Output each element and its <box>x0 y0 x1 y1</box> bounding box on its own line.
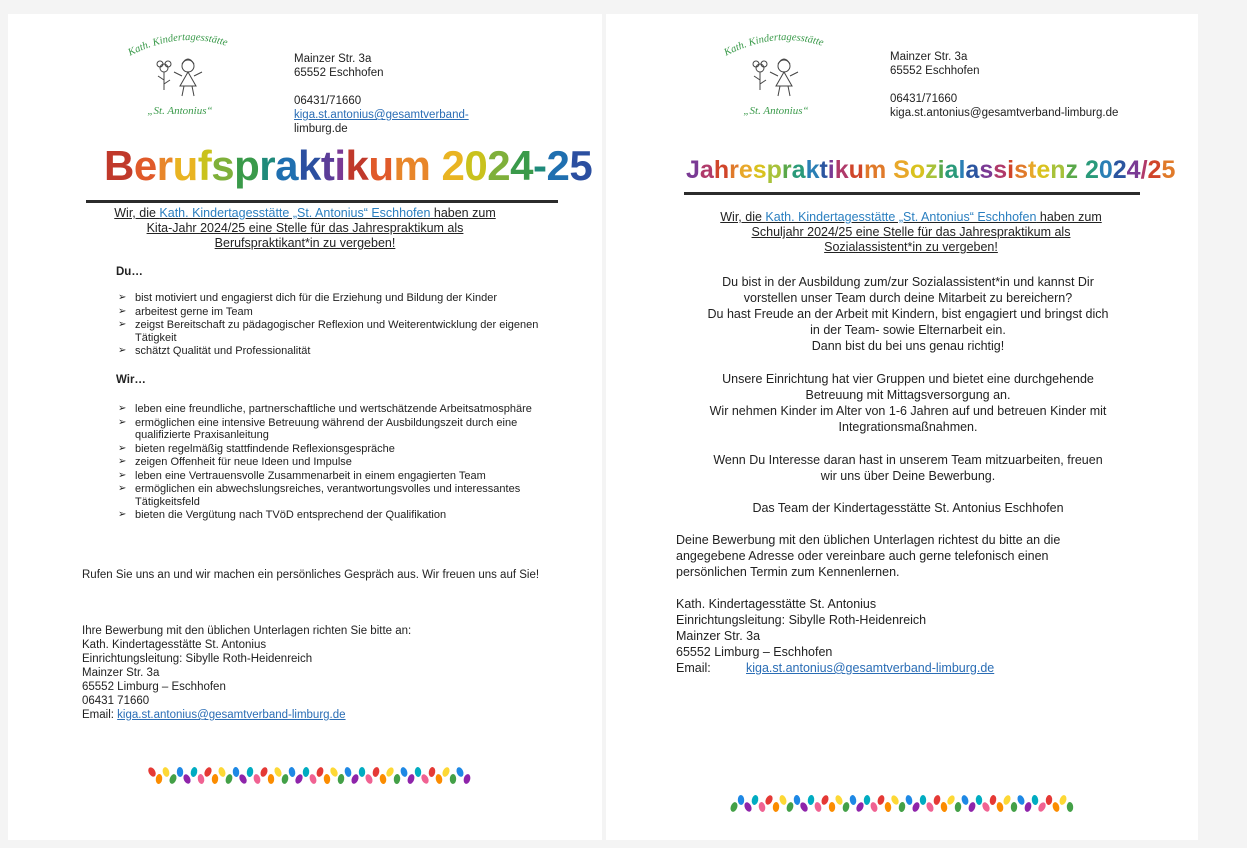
handprint-mark <box>212 774 219 784</box>
handprint-mark <box>308 773 317 785</box>
handprint-mark <box>344 766 353 777</box>
handprint-mark <box>399 766 408 777</box>
handprint-mark <box>259 766 269 778</box>
list-item: ➢ zeigen Offenheit für neue Ideen und Impulse <box>118 456 548 469</box>
handprint-mark <box>884 802 891 813</box>
kita-logo <box>120 24 260 124</box>
address-street: Mainzer Str. 3a <box>890 51 968 63</box>
kita-logo <box>716 24 856 124</box>
handprint-mark <box>793 795 800 806</box>
address-email: kiga.st.antonius@gesamtverband-limburg.de <box>890 107 1119 119</box>
handprint-mark <box>463 773 472 784</box>
handprint-mark <box>738 795 745 805</box>
handprint-mark <box>863 795 870 805</box>
page-title <box>686 156 1186 185</box>
handprint-mark <box>203 766 213 778</box>
handprint-mark <box>799 801 809 813</box>
handprint-mark <box>989 795 997 806</box>
handprint-mark <box>364 773 374 785</box>
address-city: 65552 Eschhofen <box>890 65 980 77</box>
handprint-mark <box>246 767 254 778</box>
handprint-mark <box>820 794 830 806</box>
handprint-mark <box>869 801 878 813</box>
handprint-mark <box>197 773 205 784</box>
handprint-mark <box>393 774 400 785</box>
title-text: Jahrespraktikum Sozialassistenz 2024/25 <box>686 156 1176 184</box>
handprints-graphic <box>148 766 478 794</box>
paragraph-application: Deine Bewerbung mit den üblichen Unterlagen richtest du bitte an die angegebene Adresse oder vereinbare auch gerne telefonisch einen persönlichen Termin zum Kennenlernen. <box>676 533 1061 579</box>
address-phone: 06431/71660 <box>890 93 958 105</box>
handprint-mark <box>455 766 465 778</box>
handprint-mark <box>1051 801 1060 812</box>
wir-list <box>118 403 548 523</box>
handprint-mark <box>778 794 787 806</box>
handprint-mark <box>855 801 865 813</box>
handprints-border <box>730 794 1076 822</box>
handprint-mark <box>996 801 1004 812</box>
handprint-mark <box>814 801 823 812</box>
team-signature: Das Team der Kindertagesstätte St. Antonius Eschhofen <box>752 501 1064 515</box>
handprint-mark <box>182 773 192 785</box>
handprint-mark <box>323 774 330 785</box>
handprint-mark <box>379 774 387 785</box>
handprint-mark <box>372 766 381 777</box>
flyer-berufspraktikum <box>8 14 602 840</box>
handprint-mark <box>420 773 430 785</box>
flower-icon <box>157 61 171 90</box>
wir-label: Wir… <box>116 374 146 386</box>
handprint-mark <box>967 801 976 813</box>
handprint-mark <box>288 767 296 778</box>
paragraph-about-us: Unsere Einrichtung hat vier Gruppen und bietet eine durchgehende Betreuung mit Mittagsversorgung an. Wir nehmen Kinder im Alter von 1-6 Jahren auf und betreuen Kinder mit Integrationsmaßnahmen. <box>709 372 1107 434</box>
header-address <box>294 52 469 136</box>
handprint-mark <box>1037 801 1047 813</box>
handprint-mark <box>911 801 921 813</box>
logo-name: „St. Antonius“ <box>147 105 213 117</box>
handprint-mark <box>224 773 233 784</box>
handprint-mark <box>876 794 885 805</box>
intro-text: Wir, die Kath. Kindertagesstätte „St. Antonius“ Eschhofen haben zum Kita-Jahr 2024/25 eine Stelle für das Jahrespraktikum als Berufspraktikant*in zu vergeben! <box>114 206 496 250</box>
list-item: ➢ ermöglichen ein abwechslungsreiches, verantwortungsvolles und interessantes Tätigkeitsfeld <box>118 483 548 508</box>
handprint-mark <box>940 802 948 813</box>
handprint-mark <box>849 795 857 806</box>
handprint-mark <box>758 801 766 812</box>
du-label: Du… <box>116 266 143 278</box>
handprint-mark <box>890 794 900 806</box>
handprint-mark <box>385 766 395 778</box>
handprint-mark <box>946 794 956 806</box>
handprint-mark <box>1067 802 1074 812</box>
call-to-action: Rufen Sie uns an und wir machen ein persönliches Gespräch aus. Wir freuen uns auf Sie! <box>82 569 540 581</box>
handprint-mark <box>428 767 436 778</box>
intro-highlight: Kath. Kindertagesstätte „St. Antonius“ Eschhofen <box>159 206 431 220</box>
list-item: ➢ zeigst Bereitschaft zu pädagogischer Reflexion und Weiterentwicklung der eigenen Tätigkeit <box>118 319 548 344</box>
child-figure-icon <box>770 59 798 96</box>
handprint-mark <box>217 766 226 778</box>
child-figure-icon <box>174 59 202 96</box>
handprint-mark <box>350 773 360 785</box>
contact-email-link[interactable]: kiga.st.antonius@gesamtverband-limburg.de <box>746 661 995 675</box>
address-phone: 06431/71660 <box>294 95 362 107</box>
handprint-mark <box>842 801 850 812</box>
handprint-mark <box>155 774 163 785</box>
handprint-mark <box>337 774 345 785</box>
contact-block: Kath. Kindertagesstätte St. Antonius Einrichtungsleitung: Sibylle Roth-Heidenreich Mainzer Str. 3a 65552 Limburg – Eschhofen Email: kiga.st.antonius@gesamtverband-limburg.de <box>676 597 995 675</box>
handprint-mark <box>232 767 239 778</box>
address-city: 65552 Eschhofen <box>294 67 384 79</box>
contact-email-link[interactable]: kiga.st.antonius@gesamtverband-limburg.de <box>117 709 346 721</box>
list-item: ➢ ermöglichen eine intensive Betreuung während der Ausbildungszeit durch eine qualifizierte Praxisanleitung <box>118 417 548 442</box>
paragraph-interest: Wenn Du Interesse daran hast in unserem Team mitzuarbeiten, freuen wir uns über Deine Bewerbung. <box>713 453 1103 483</box>
logo-arc-text: Kath. Kindertagesstätte <box>126 31 229 59</box>
handprint-mark <box>294 773 304 785</box>
handprint-mark <box>168 773 178 785</box>
handprint-mark <box>329 766 339 778</box>
handprint-mark <box>441 766 451 778</box>
handprint-mark <box>273 766 283 778</box>
handprint-mark <box>1058 794 1067 806</box>
handprint-mark <box>435 773 443 784</box>
handprint-mark <box>148 766 157 778</box>
logo-name: „St. Antonius“ <box>743 105 809 117</box>
handprint-mark <box>406 773 415 785</box>
handprint-mark <box>359 767 365 777</box>
handprint-mark <box>898 802 906 813</box>
handprint-mark <box>933 794 942 805</box>
list-item: ➢ bist motiviert und engagierst dich für die Erziehung und Bildung der Kinder <box>118 292 548 305</box>
svg-text:Kath. Kindertagesstätte <box>126 32 230 59</box>
handprint-mark <box>253 773 262 784</box>
svg-text:Kath. Kindertagesstätte <box>722 32 826 59</box>
list-item: ➢ schätzt Qualität und Professionalität <box>118 345 548 358</box>
handprint-mark <box>743 801 753 813</box>
handprint-mark <box>162 766 171 777</box>
handprint-mark <box>960 794 969 805</box>
flower-icon <box>753 61 767 90</box>
handprint-mark <box>1024 801 1033 812</box>
handprint-mark <box>764 794 774 806</box>
handprint-mark <box>829 802 836 812</box>
list-item: ➢ arbeitest gerne im Team <box>118 306 548 319</box>
handprint-mark <box>414 767 421 777</box>
handprint-mark <box>1016 794 1026 806</box>
handprint-mark <box>238 773 248 785</box>
list-item: ➢ bieten die Vergütung nach TVöD entsprechend der Qualifikation <box>118 509 548 522</box>
title-text: Berufspraktikum 2024-25 <box>104 142 593 189</box>
logo-arc-text: Kath. Kindertagesstätte <box>722 31 825 59</box>
handprint-mark <box>450 774 457 784</box>
handprint-mark <box>1045 795 1052 806</box>
handprint-mark <box>773 802 780 812</box>
handprint-mark <box>981 801 991 813</box>
page-title <box>104 142 593 190</box>
handprint-mark <box>1002 794 1012 806</box>
flyer-jahrespraktikum <box>606 14 1198 840</box>
handprint-mark <box>925 801 935 813</box>
handprint-mark <box>905 794 914 805</box>
handprint-mark <box>302 767 309 777</box>
list-item: ➢ leben eine freundliche, partnerschaftliche und wertschätzende Arbeitsatmosphäre <box>118 403 548 416</box>
handprint-mark <box>834 794 844 806</box>
handprints-graphic <box>730 794 1076 822</box>
kita-logo-graphic <box>716 24 856 124</box>
handprint-mark <box>954 802 961 813</box>
handprint-mark <box>177 767 184 777</box>
title-rule <box>684 192 1140 195</box>
handprint-mark <box>190 766 198 777</box>
du-list <box>118 292 548 359</box>
handprint-mark <box>730 801 739 813</box>
handprint-mark <box>268 774 275 784</box>
intro-highlight: Kath. Kindertagesstätte „St. Antonius“ Eschhofen <box>765 210 1037 224</box>
title-rule <box>86 200 558 203</box>
handprint-mark <box>1031 795 1039 806</box>
list-item: ➢ leben eine Vertrauensvolle Zusammenarbeit in einem engagierten Team <box>118 470 548 483</box>
address-street: Mainzer Str. 3a <box>294 53 372 65</box>
handprints-border <box>148 766 478 794</box>
handprint-mark <box>315 766 324 777</box>
paragraph-about-you: Du bist in der Ausbildung zum/zur Sozialassistent*in und kannst Dir vorstellen unser Team durch deine Mitarbeit zu bereichern? Du hast Freude an der Arbeit mit Kindern, bist engagiert und bringst dich in der Team- sowie Elternarbeit ein. Dann bist du bei uns genau richtig! <box>707 275 1109 353</box>
handprint-mark <box>785 801 794 812</box>
kita-logo-graphic <box>120 24 260 124</box>
handprint-mark <box>807 795 815 806</box>
list-item: ➢ bieten regelmäßig stattfindende Reflexionsgespräche <box>118 443 548 456</box>
handprint-mark <box>975 795 982 805</box>
address-email-link[interactable]: kiga.st.antonius@gesamtverband- <box>294 109 469 121</box>
handprint-mark <box>920 795 926 805</box>
address-email-cont: limburg.de <box>294 123 348 135</box>
intro-text: Wir, die Kath. Kindertagesstätte „St. Antonius“ Eschhofen haben zum Schuljahr 2024/25 eine Stelle für das Jahrespraktikum als Sozialassistent*in zu vergeben! <box>720 210 1102 254</box>
contact-block: Ihre Bewerbung mit den üblichen Unterlagen richten Sie bitte an: Kath. Kindertagesstätte St. Antonius Einrichtungsleitung: Sibylle Roth-Heidenreich Mainzer Str. 3a 65552 Limburg – Eschhofen 06431 71660 Email: kiga.st.antonius@gesamtverband-limburg.de <box>82 625 412 721</box>
header-address <box>890 50 1118 120</box>
handprint-mark <box>1011 802 1018 812</box>
handprint-mark <box>751 794 759 805</box>
handprint-mark <box>281 773 289 784</box>
